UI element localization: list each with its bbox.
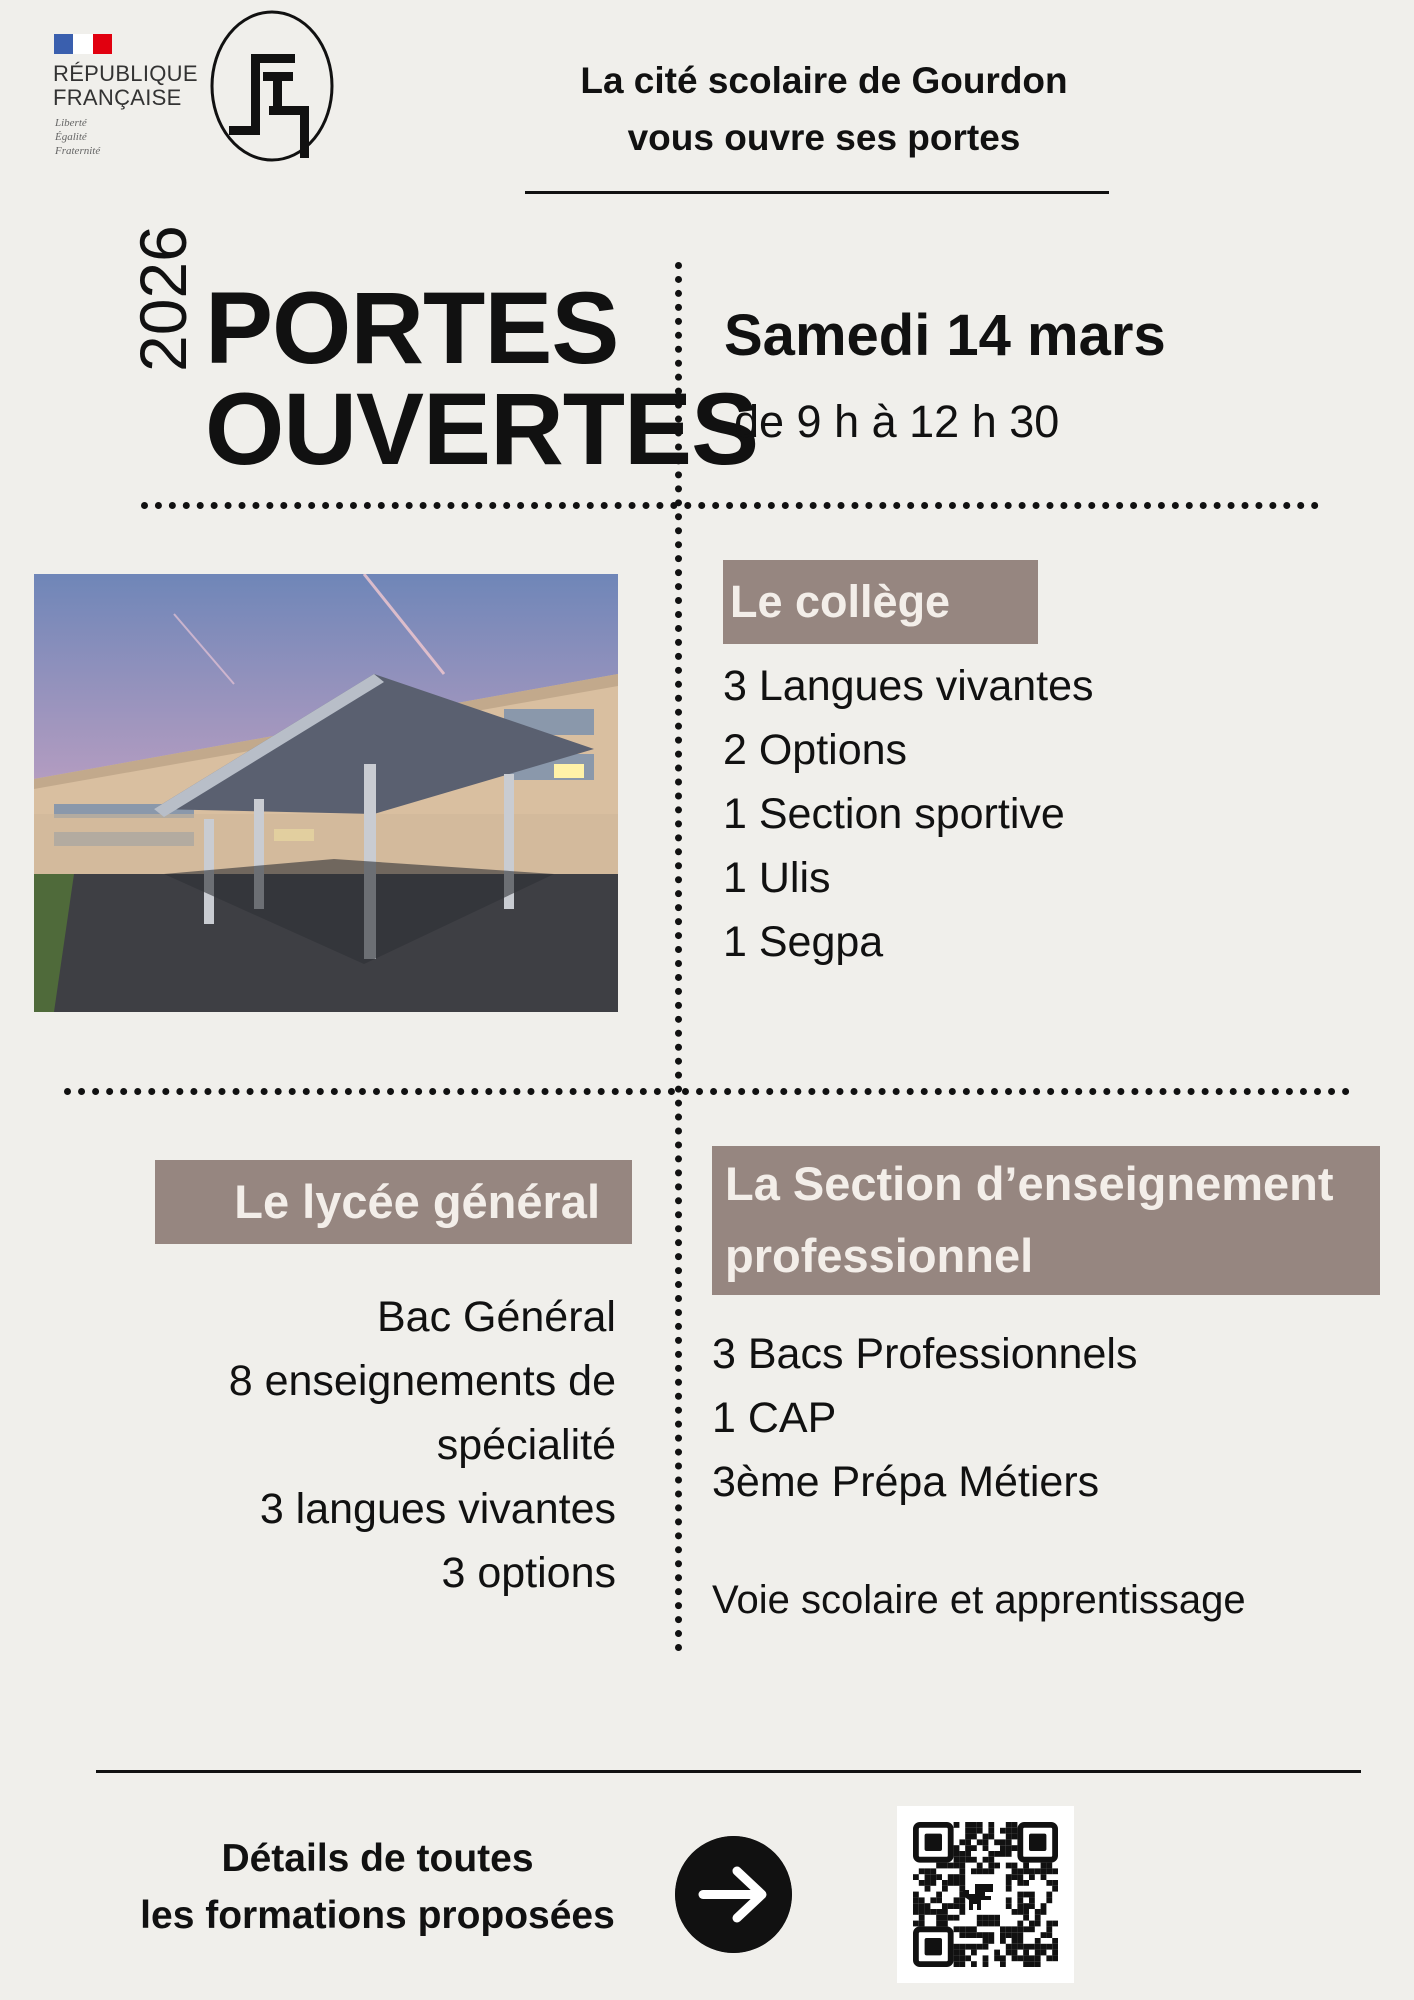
list-item: Bac Général [376,1293,616,1341]
republic-motto [55,116,100,158]
motto-egalite: Égalité [55,131,87,143]
lycee-list [180,1285,616,1605]
event-year: 2026 [126,225,200,372]
event-title-line2: OUVERTES [205,372,759,486]
motto-liberte: Liberté [55,117,87,129]
list-item: 3 Bacs Professionnels [712,1330,1138,1378]
horizontal-dotted-divider-middle [64,1088,1350,1095]
header-title [520,52,1128,166]
event-hours: de 9 h à 12 h 30 [734,396,1060,447]
header-divider [525,191,1109,194]
sep-heading: La Section d’enseignement professionnel [712,1146,1380,1295]
footer-text-line2: les formations proposées [140,1894,615,1937]
event-title-line1: PORTES [205,271,619,385]
vertical-dotted-divider [675,262,682,1652]
college-heading: Le collège [723,560,1038,644]
sep-list [712,1322,1137,1514]
list-item: 1 Section sportive [723,790,1065,838]
list-item: 2 Options [723,726,908,774]
list-item: 1 CAP [712,1394,837,1442]
list-item: 3 options [441,1549,616,1597]
qr-code-icon[interactable] [897,1806,1074,1983]
header-title-line1: La cité scolaire de Gourdon [580,60,1068,101]
college-list [723,654,1094,974]
motto-fraternite: Fraternité [55,145,101,157]
list-item: 3 Langues vivantes [723,662,1094,710]
jf-logo [207,8,337,164]
footer-text-line1: Détails de toutes [221,1837,534,1880]
header-title-line2: vous ouvre ses portes [627,117,1021,158]
footer-divider [96,1770,1361,1773]
qr-code-graphic [897,1806,1074,1983]
event-date: Samedi 14 mars [724,303,1166,368]
footer-text [100,1830,655,1944]
list-item: 3ème Prépa Métiers [712,1458,1100,1506]
french-flag-icon [54,34,112,54]
arrow-right-icon[interactable] [675,1836,792,1953]
republique-francaise-label: RÉPUBLIQUE FRANÇAISE [53,61,198,110]
lycee-heading: Le lycée général [155,1160,632,1244]
school-building-photo [34,574,618,1012]
sep-note: Voie scolaire et apprentissage [712,1578,1246,1622]
list-item: 1 Ulis [723,854,831,902]
list-item: 1 Segpa [723,918,884,966]
horizontal-dotted-divider-top [141,502,1319,509]
list-item: 3 langues vivantes [259,1485,616,1533]
list-item: 8 enseignements de spécialité [228,1357,616,1469]
